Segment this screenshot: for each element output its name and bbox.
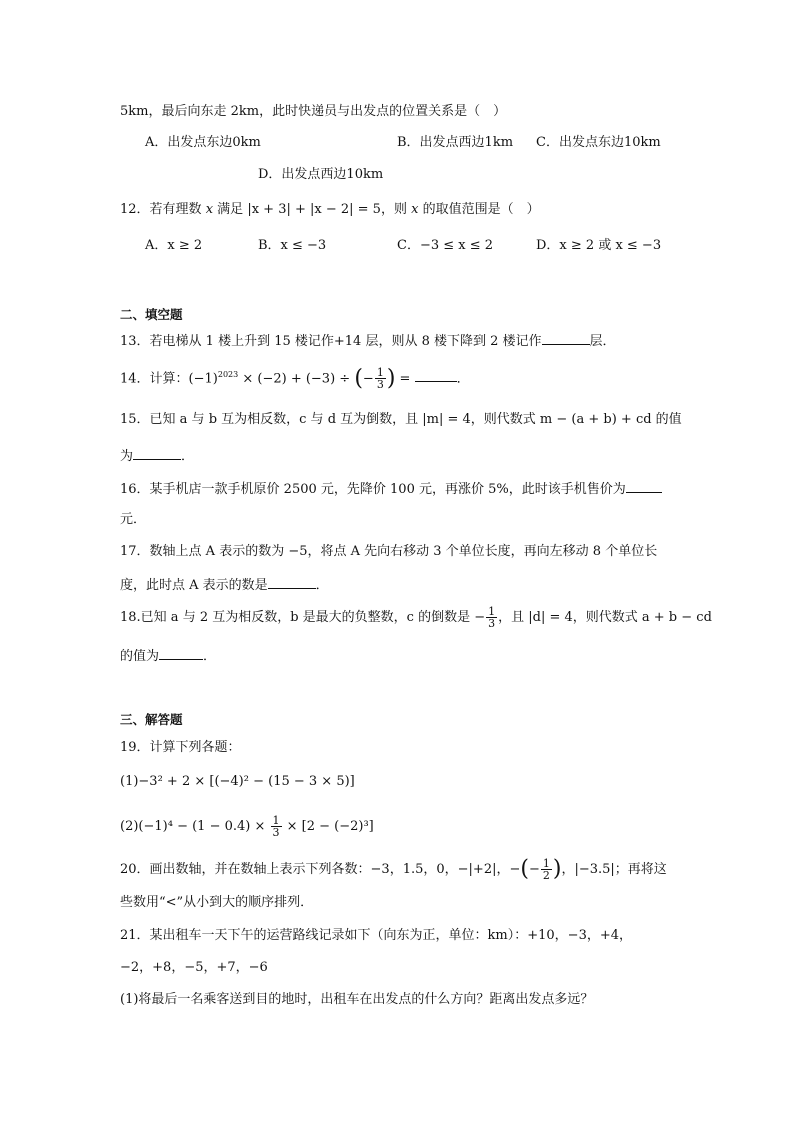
- q17-line2-text: 度，此时点 A 表示的数是: [120, 578, 268, 593]
- q20-fraction: $\frac{1}{2}$: [542, 857, 550, 882]
- q19-fraction: $\frac{1}{3}$: [272, 814, 280, 839]
- q20-text-a: 20．画出数轴，并在数轴上表示下列各数：−3，1.5，0，−|+2|，−: [120, 862, 521, 877]
- q16-blank[interactable]: [626, 478, 662, 493]
- q18-tail: ．: [203, 649, 217, 664]
- q19-sub2-b: × [2 − (−2)³]: [282, 819, 374, 834]
- q15-tail: ．: [181, 449, 195, 464]
- q20-line2: 些数用“<”从小到大的顺序排列．: [120, 895, 314, 910]
- section-solve-title: 三、解答题: [120, 712, 183, 727]
- q14-expr-a: (−1): [188, 371, 218, 387]
- q18-line2-text: 的值为: [120, 649, 160, 664]
- q19-sub2-a: (2)(−1)⁴ − (1 − 0.4) ×: [120, 819, 270, 834]
- q18-fraction: $\frac{1}{3}$: [488, 605, 496, 630]
- q11-option-a: A．出发点东边0km: [145, 135, 261, 150]
- q16-text: 16．某手机店一款手机原价 2500 元，先降价 100 元，再涨价 5%，此时该手机售价为: [120, 482, 626, 497]
- q12-stem: [120, 200, 540, 220]
- q13-tail: 层．: [589, 334, 616, 349]
- q14-expr-b: × (−2) + (−3) ÷: [238, 371, 355, 387]
- q19-sub1: (1)−3² + 2 × [(−4)² − (15 − 3 × 5)]: [120, 774, 355, 789]
- q13-text: 13．若电梯从 1 楼上升到 15 楼记作+14 层，则从 8 楼下降到 2 楼记作: [120, 334, 542, 349]
- q18-line1: [120, 606, 712, 629]
- q12-number: 12．若有理数: [120, 202, 202, 217]
- q11-stem: 5km，最后向东走 2km，此时快递员与出发点的位置关系是（ ）: [120, 104, 507, 119]
- q12-equation: |x + 3| + |x − 2| = 5: [247, 202, 381, 217]
- q21-line1: 21．某出租车一天下午的运营路线记录如下（向东为正，单位：km）：+10，−3，+4，: [120, 928, 633, 943]
- q15-line2: [120, 445, 194, 467]
- q12-var: x: [205, 202, 214, 217]
- q14-blank[interactable]: [415, 367, 457, 382]
- q17-line1: 17．数轴上点 A 表示的数为 −5，将点 A 先向右移动 3 个单位长度，再向左移动 8 个单位长: [120, 544, 658, 559]
- q12-tail: ，则: [380, 202, 407, 217]
- q16-line2: 元．: [120, 512, 147, 527]
- q19-sub2: [120, 815, 374, 838]
- q17-blank[interactable]: [268, 574, 316, 589]
- q18-blank[interactable]: [159, 645, 203, 660]
- q12-tail-2: 的取值范围是（ ）: [422, 202, 540, 217]
- q14-exponent: 2023: [217, 370, 239, 379]
- q12-mid: 满足: [217, 202, 244, 217]
- q18-line2: [120, 645, 216, 667]
- q14-label: 14．计算：: [120, 371, 189, 387]
- q20-line1: 20．画出数轴，并在数轴上表示下列各数：−3，1.5，0，−|+2|，−(− $\frac{1}{2}$ )，|−3.5|；再将这: [120, 856, 667, 882]
- q12-option-c: C．−3 ≤ x ≤ 2: [397, 238, 494, 253]
- q13: [120, 330, 616, 352]
- q13-blank[interactable]: [542, 330, 590, 345]
- q15-blank[interactable]: [133, 445, 181, 460]
- q17-tail: ．: [315, 578, 329, 593]
- q11-option-b: B．出发点西边1km: [397, 135, 514, 150]
- q14-tail: ．: [456, 371, 470, 387]
- q21-line2: −2，+8，−5，+7，−6: [120, 960, 268, 975]
- q19-stem: 19．计算下列各题：: [120, 740, 241, 755]
- q12-option-d: D．x ≥ 2 或 x ≤ −3: [536, 238, 662, 253]
- q12-option-b: B．x ≤ −3: [258, 238, 327, 253]
- q17-line2: [120, 574, 329, 596]
- q16-line1: [120, 478, 662, 500]
- q21-sub1: (1)将最后一名乘客送到目的地时，出租车在出发点的什么方向？距离出发点多远？: [120, 992, 594, 1007]
- q20-text-b: ，|−3.5|；再将这: [561, 862, 667, 877]
- q11-option-c: C．出发点东边10km: [536, 135, 661, 150]
- q14: 14．计算：$(-1)^{2023} \times (-2) + (-3)$ ÷ (− $\frac{1}{3}$ ) = ．: [120, 365, 470, 392]
- q12-option-a: A．x ≥ 2: [145, 238, 203, 253]
- q15-line1: 15．已知 a 与 b 互为相反数，c 与 d 互为倒数，且 |m| = 4，则代数式 m − (a + b) + cd 的值: [120, 412, 682, 427]
- section-fill-in-title: 二、填空题: [120, 307, 183, 322]
- q11-option-d: D．出发点西边10km: [258, 167, 384, 182]
- q12-var-2: x: [411, 202, 419, 217]
- q14-fraction: $\frac{1}{3}$: [376, 366, 384, 392]
- q15-line2-text: 为: [120, 449, 134, 464]
- q18-text-a: 18.已知 a 与 2 互为相反数，b 是最大的负整数，c 的倒数是 −: [120, 610, 486, 625]
- q18-text-b: ，且 |d| = 4，则代数式 a + b − cd: [498, 610, 712, 625]
